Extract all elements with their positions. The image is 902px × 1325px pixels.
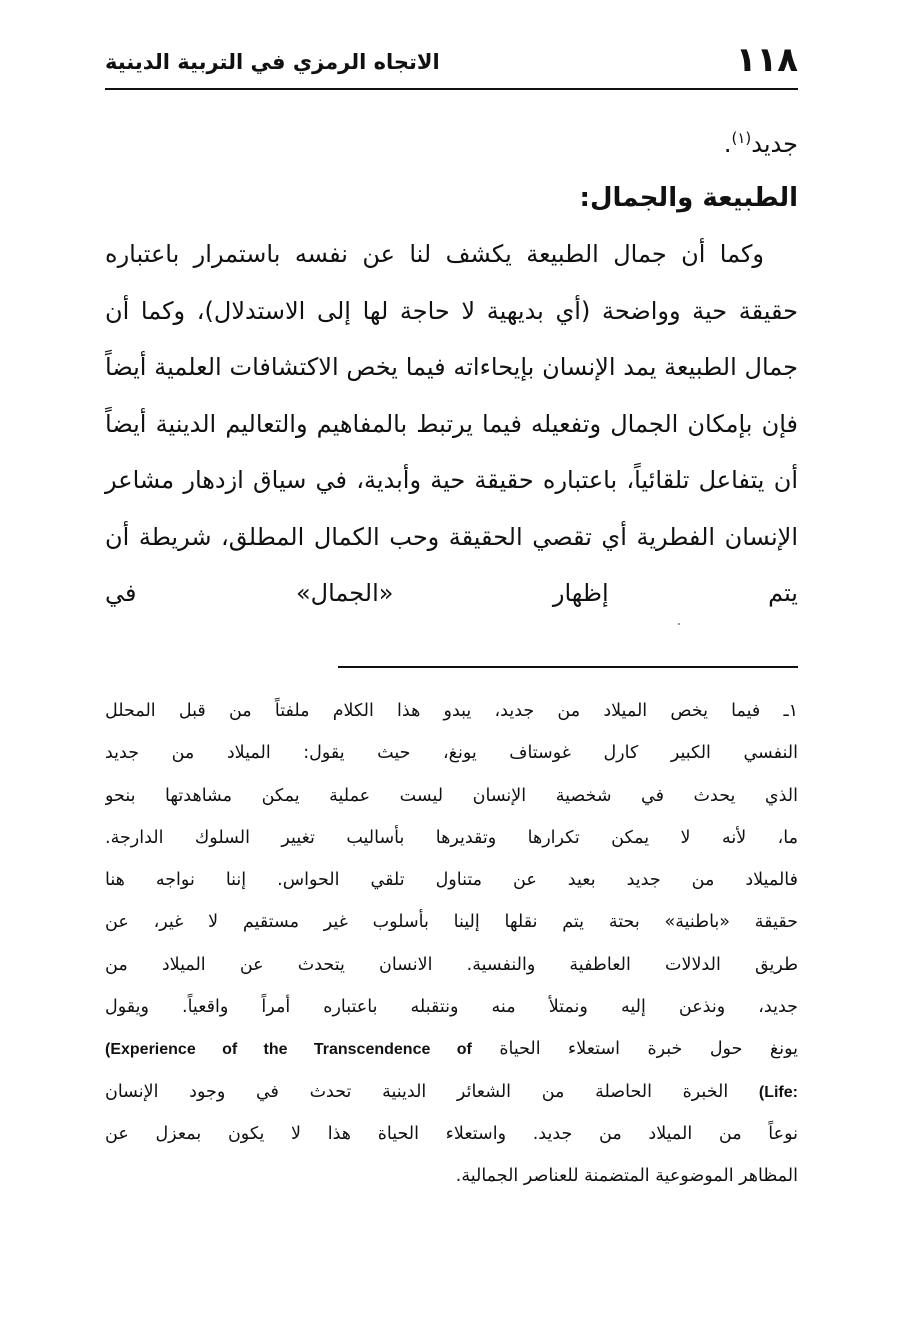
footnote-line: ١ـ فيما يخص الميلاد من جديد، يبدو هذا الكلام ملفتاً من قبل المحلل bbox=[105, 701, 798, 721]
footnote-latin-term: (Experience of the Transcendence of bbox=[105, 1041, 472, 1059]
footnote-separator bbox=[338, 666, 798, 668]
continuation-period: . bbox=[723, 130, 732, 158]
footnote-line: الذي يحدث في شخصية الإنسان ليست عملية يمكن مشاهدتها بنحو bbox=[105, 785, 798, 806]
footnote-reference[interactable]: (١) bbox=[731, 129, 752, 147]
footnote-arabic-fragment: الخبرة الحاصلة من الشعائر الدينية تحدث في وجود الإنسان bbox=[105, 1081, 729, 1102]
footnote-line: النفسي الكبير كارل غوستاف يونغ، حيث يقول: الميلاد من جديد bbox=[105, 743, 798, 764]
body-paragraph: وكما أن جمال الطبيعة يكشف لنا عن نفسه باستمرار باعتباره حقيقة حية وواضحة (أي بديهية لا حاجة لها إلى الاستدلال)، وكما أن جمال الطبيعة يمد الإنسان بإيحاءاته فيما يخص الاكتشافات العلمية أيضاً فإن بإمكان الجمال وتفعيله فيما يرتبط بالمفاهيم والتعاليم الدينية أيضاً أن يتفاعل تلقائياً، باعتباره حقيقة حية وأبدية، في سياق ازدهار مشاعر الإنسان الفطرية أي تقصي الحقيقة وحب الكمال المطلق، شريطة أن يتم إظهار «الجمال» في bbox=[105, 240, 798, 607]
page-number: ١١٨ bbox=[735, 40, 798, 80]
footnote-line: ما، لأنه لا يمكن تكرارها وتقديرها بأساليب تغيير السلوك الدارجة. bbox=[105, 827, 798, 848]
stray-dot bbox=[678, 623, 680, 625]
footnote-line-last: المظاهر الموضوعية المتضمنة للعناصر الجمالية. bbox=[455, 1166, 798, 1187]
page-header bbox=[105, 36, 798, 90]
footnote-line: جديد، ونذعن إليه ونمتلأ منه ونتقبله باعتباره أمراً واقعياً. ويقول bbox=[105, 997, 798, 1018]
footnote-line: حقيقة «باطنية» بحتة يتم نقلها إلينا بأسلوب غير مستقيم لا غير، عن bbox=[105, 912, 798, 933]
footnote-latin-term: (Life: bbox=[758, 1083, 798, 1101]
section-heading: الطبيعة والجمال: bbox=[579, 183, 798, 213]
footnote-block bbox=[105, 690, 798, 1198]
footnote-line: طريق الدلالات العاطفية والنفسية. الانسان يتحدث عن الميلاد من bbox=[105, 954, 798, 975]
footnote-line-mixed bbox=[105, 1071, 798, 1113]
continuation-word: جديد bbox=[751, 130, 798, 158]
footnote-line: فالميلاد من جديد بعيد عن متناول تلقي الحواس. إننا نواجه هنا bbox=[105, 870, 798, 891]
main-text bbox=[105, 118, 798, 622]
footnote-line: نوعاً من الميلاد من جديد. واستعلاء الحياة هذا لا يكون بمعزل عن bbox=[105, 1123, 798, 1144]
footnote-line-mixed bbox=[105, 1028, 798, 1070]
footnote-arabic-fragment: يونغ حول خبرة استعلاء الحياة bbox=[499, 1039, 798, 1060]
running-title: الاتجاه الرمزي في التربية الدينية bbox=[105, 50, 440, 74]
continuation-line bbox=[105, 118, 798, 170]
